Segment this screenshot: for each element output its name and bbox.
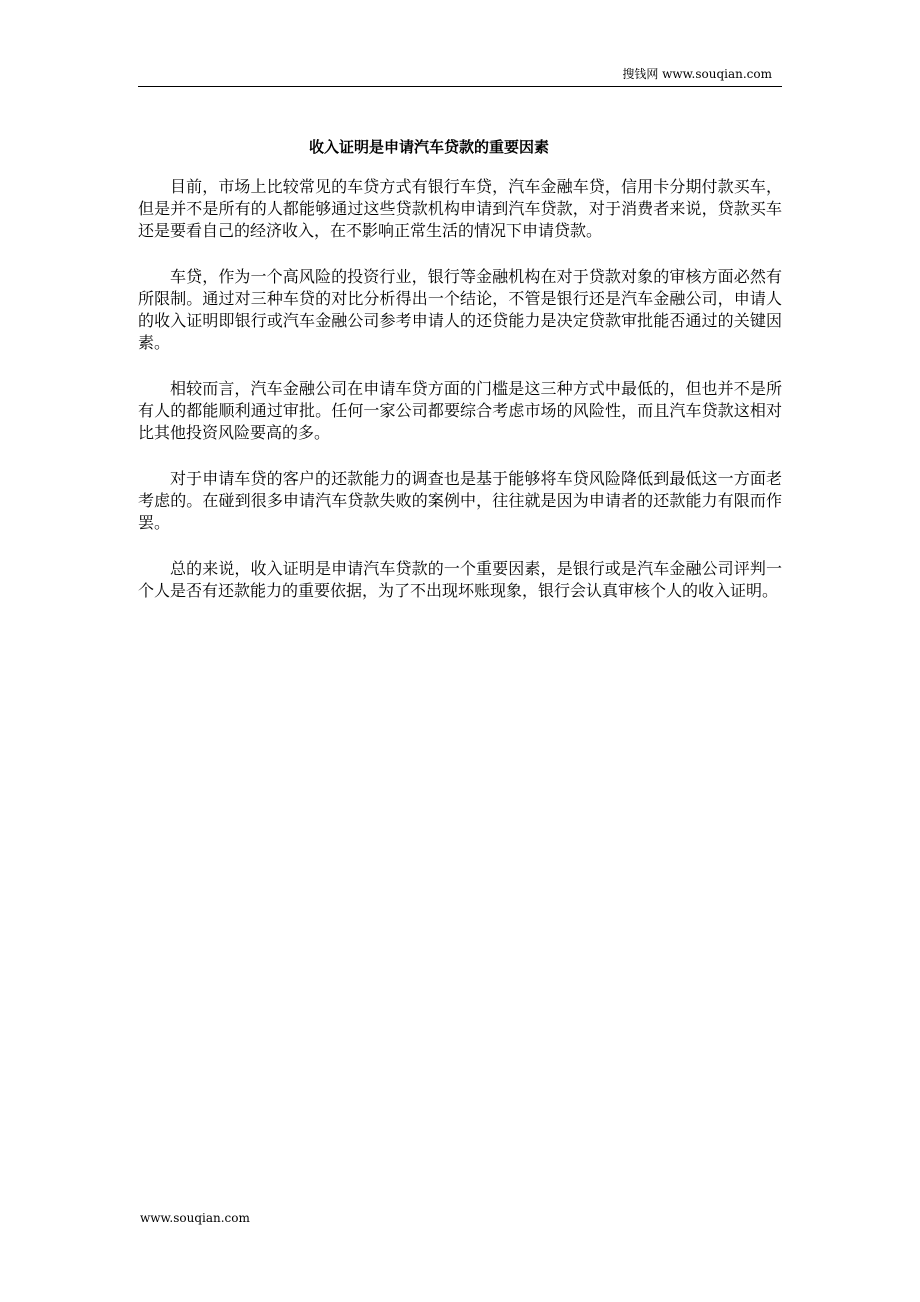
document-title: 收入证明是申请汽车贷款的重要因素 xyxy=(308,138,549,156)
document-body xyxy=(138,176,782,626)
paragraph-1: 目前，市场上比较常见的车贷方式有银行车贷，汽车金融车贷，信用卡分期付款买车，但是并不是所有的人都能够通过这些贷款机构申请到汽车贷款，对于消费者来说，贷款买车还是要看自己的经济收入，在不影响正常生活的情况下申请贷款。 xyxy=(138,177,782,240)
header-site-name: 搜钱网 www.souqian.com xyxy=(622,67,772,81)
paragraph-5: 总的来说，收入证明是申请汽车贷款的一个重要因素，是银行或是汽车金融公司评判一个人是否有还款能力的重要依据，为了不出现坏账现象，银行会认真审核个人的收入证明。 xyxy=(138,559,782,600)
page-footer: www.souqian.com xyxy=(140,1211,250,1225)
paragraph-4: 对于申请车贷的客户的还款能力的调查也是基于能够将车贷风险降低到最低这一方面老考虑的。在碰到很多申请汽车贷款失败的案例中，往往就是因为申请者的还款能力有限而作罢。 xyxy=(138,469,782,532)
paragraph-3: 相较而言，汽车金融公司在申请车贷方面的门槛是这三种方式中最低的，但也并不是所有人的都能顺利通过审批。任何一家公司都要综合考虑市场的风险性，而且汽车贷款这相对比其他投资风险要高的多。 xyxy=(138,379,782,442)
page-header xyxy=(138,64,782,87)
paragraph-2: 车贷，作为一个高风险的投资行业，银行等金融机构在对于贷款对象的审核方面必然有所限制。通过对三种车贷的对比分析得出一个结论，不管是银行还是汽车金融公司，申请人的收入证明即银行或汽车金融公司参考申请人的还贷能力是决定贷款审批能否通过的关键因素。 xyxy=(138,267,782,352)
